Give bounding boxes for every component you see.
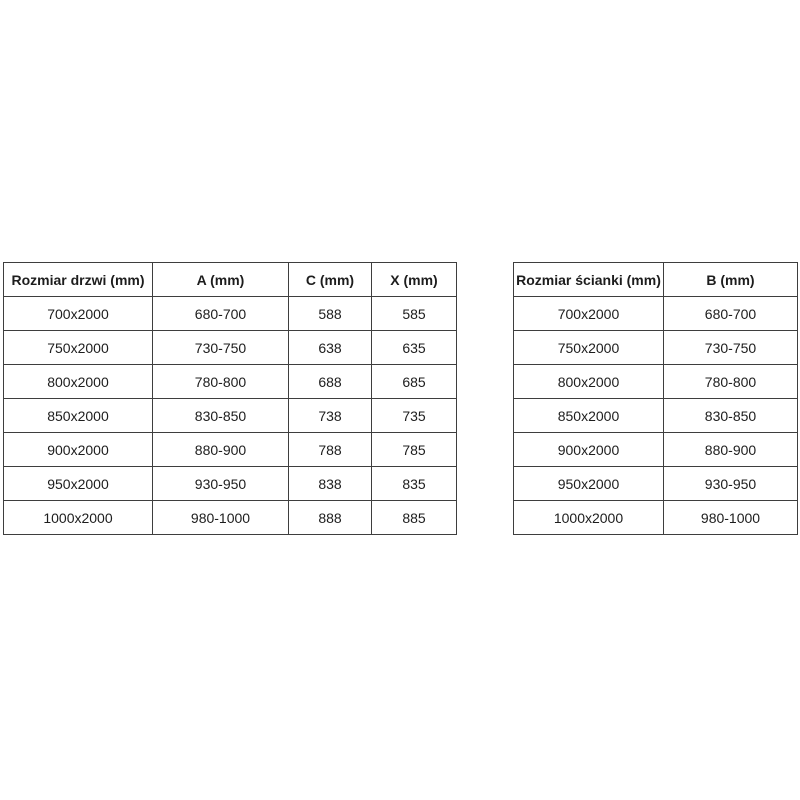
- door-table-header-x: X (mm): [372, 263, 457, 297]
- table-cell: 950x2000: [514, 467, 664, 501]
- table-cell: 800x2000: [514, 365, 664, 399]
- table-cell: 588: [289, 297, 372, 331]
- table-cell: 880-900: [153, 433, 289, 467]
- table-row: [4, 433, 457, 467]
- wall-table-header-b: B (mm): [664, 263, 798, 297]
- table-cell: 930-950: [664, 467, 798, 501]
- table-cell: 880-900: [664, 433, 798, 467]
- table-row: [4, 331, 457, 365]
- table-cell: 750x2000: [514, 331, 664, 365]
- wall-table-body: [514, 297, 798, 535]
- table-cell: 788: [289, 433, 372, 467]
- table-row: [4, 399, 457, 433]
- table-cell: 638: [289, 331, 372, 365]
- table-cell: 850x2000: [514, 399, 664, 433]
- table-cell: 680-700: [153, 297, 289, 331]
- table-row: [4, 501, 457, 535]
- table-row: [514, 433, 798, 467]
- table-row: [4, 467, 457, 501]
- table-cell: 780-800: [664, 365, 798, 399]
- table-cell: 888: [289, 501, 372, 535]
- table-row: [4, 365, 457, 399]
- table-cell: 980-1000: [153, 501, 289, 535]
- table-row: [514, 297, 798, 331]
- table-row: [514, 365, 798, 399]
- wall-table-header-row: [514, 263, 798, 297]
- table-cell: 635: [372, 331, 457, 365]
- door-table-header-c: C (mm): [289, 263, 372, 297]
- table-cell: 680-700: [664, 297, 798, 331]
- door-table-header: [4, 263, 457, 297]
- table-cell: 685: [372, 365, 457, 399]
- table-cell: 950x2000: [4, 467, 153, 501]
- table-cell: 800x2000: [4, 365, 153, 399]
- table-cell: 900x2000: [514, 433, 664, 467]
- table-cell: 730-750: [153, 331, 289, 365]
- table-row: [514, 467, 798, 501]
- table-cell: 688: [289, 365, 372, 399]
- door-table-header-size: Rozmiar drzwi (mm): [4, 263, 153, 297]
- table-cell: 830-850: [664, 399, 798, 433]
- door-table-body: [4, 297, 457, 535]
- table-cell: 900x2000: [4, 433, 153, 467]
- table-cell: 835: [372, 467, 457, 501]
- table-cell: 838: [289, 467, 372, 501]
- table-cell: 830-850: [153, 399, 289, 433]
- table-cell: 730-750: [664, 331, 798, 365]
- table-cell: 1000x2000: [514, 501, 664, 535]
- table-cell: 885: [372, 501, 457, 535]
- table-cell: 700x2000: [4, 297, 153, 331]
- table-cell: 750x2000: [4, 331, 153, 365]
- table-cell: 780-800: [153, 365, 289, 399]
- table-row: [514, 399, 798, 433]
- table-cell: 585: [372, 297, 457, 331]
- table-row: [514, 501, 798, 535]
- table-cell: 735: [372, 399, 457, 433]
- table-cell: 700x2000: [514, 297, 664, 331]
- wall-table-header: [514, 263, 798, 297]
- table-cell: 980-1000: [664, 501, 798, 535]
- table-cell: 1000x2000: [4, 501, 153, 535]
- table-row: [514, 331, 798, 365]
- door-sizes-table: [3, 262, 457, 535]
- table-cell: 850x2000: [4, 399, 153, 433]
- door-table-header-row: [4, 263, 457, 297]
- table-cell: 738: [289, 399, 372, 433]
- table-cell: 930-950: [153, 467, 289, 501]
- wall-table-header-size: Rozmiar ścianki (mm): [514, 263, 664, 297]
- table-cell: 785: [372, 433, 457, 467]
- table-row: [4, 297, 457, 331]
- wall-sizes-table: [513, 262, 798, 535]
- door-table-header-a: A (mm): [153, 263, 289, 297]
